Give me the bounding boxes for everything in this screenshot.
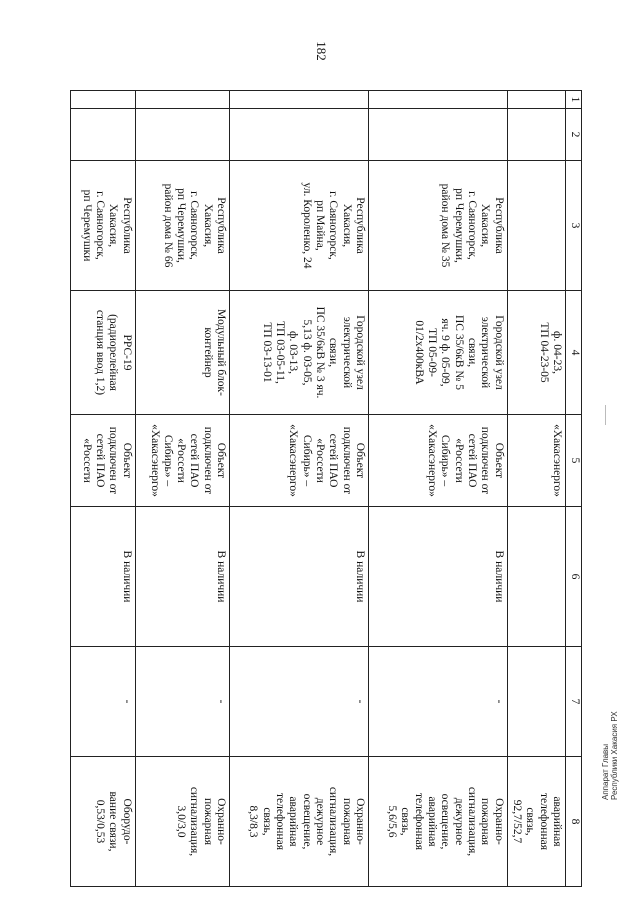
table-cell xyxy=(135,109,229,161)
rotated-table-wrapper xyxy=(70,90,582,886)
table-row xyxy=(135,91,229,887)
side-stamp-line: Аппарат Главы xyxy=(601,743,610,800)
header-cell: 6 xyxy=(566,507,582,647)
row-number-cell xyxy=(368,91,507,109)
row-number-cell xyxy=(135,91,229,109)
table-cell: аварийная телефонная связь, 92,7/52,7 xyxy=(507,757,565,887)
table-cell: «Хакасэнерго» xyxy=(507,415,565,507)
table-cell: - xyxy=(230,647,369,757)
availability-cell: В наличии xyxy=(368,507,507,647)
table-cell xyxy=(507,109,565,161)
load-cell: Охранно- пожарная сигнализация, дежурное освещение, аварийная телефонная связь, 8,3/8,3 xyxy=(230,757,369,887)
availability-cell: В наличии xyxy=(230,507,369,647)
availability-cell: В наличии xyxy=(71,507,136,647)
table-cell: - xyxy=(71,647,136,757)
header-cell: 4 xyxy=(566,291,582,415)
table-cell xyxy=(507,507,565,647)
row-number-cell xyxy=(230,91,369,109)
table-row-continuation xyxy=(507,91,565,887)
table-cell xyxy=(230,109,369,161)
load-cell: Охранно- пожарная сигнализация, дежурное освещение, аварийная телефонная связь, 5,6/5,6 xyxy=(368,757,507,887)
availability-cell: В наличии xyxy=(135,507,229,647)
table-cell: - xyxy=(368,647,507,757)
page-number: 182 xyxy=(313,41,329,61)
side-stamp-text xyxy=(602,711,620,800)
table-cell xyxy=(368,109,507,161)
power-source-cell: Объект подключен от сетей ПАО «Россети xyxy=(71,415,136,507)
load-cell: Охранно- пожарная сигнализация, 3,0/3,0 xyxy=(135,757,229,887)
data-table xyxy=(70,90,582,887)
object-cell: Модульный блок- контейнер xyxy=(135,291,229,415)
table-row xyxy=(230,91,369,887)
power-source-cell: Объект подключен от сетей ПАО «Россети Сибирь» – «Хакасэнерго» xyxy=(230,415,369,507)
header-cell: 8 xyxy=(566,757,582,887)
address-cell: Республика Хакасия, г. Саяногорск, рп Черемушки, район дома № 35 xyxy=(368,161,507,291)
margin-mark xyxy=(605,405,606,425)
object-cell: Городской узел электрической связи, ПС 35/6кВ № 5 яч. 9 ф. 05-09, ТП 05-09- 01/2х400кВА xyxy=(368,291,507,415)
load-cell: Оборудо- вание связи, 0,53/0,53 xyxy=(71,757,136,887)
header-cell: 5 xyxy=(566,415,582,507)
row-number-cell xyxy=(71,91,136,109)
table-row xyxy=(71,91,136,887)
object-cell: Городской узел электрической связи, ПС 35/6кВ № 3 яч. 5,13 ф. 03-05, ф. 03-13, ТП 03-05-11, ТП 03-13-01 xyxy=(230,291,369,415)
header-cell: 1 xyxy=(566,91,582,109)
power-source-cell: Объект подключен от сетей ПАО «Россети Сибирь» – «Хакасэнерго» xyxy=(135,415,229,507)
address-cell: Республика Хакасия, г. Саяногорск, рп Черемушки, район дома № 66 xyxy=(135,161,229,291)
object-cell: РРС-19 (радиорелейная станция ввод 1,2) xyxy=(71,291,136,415)
table-cell xyxy=(507,647,565,757)
address-cell: Республика Хакасия, г. Саяногорск, рп Майна, ул. Короленко, 24 xyxy=(230,161,369,291)
table-cell: ф. 04-23, ТП 04-23-05 xyxy=(507,291,565,415)
table-cell xyxy=(507,161,565,291)
header-cell: 2 xyxy=(566,109,582,161)
side-stamp-line: Республики Хакасия РХ xyxy=(609,711,619,800)
table-row xyxy=(368,91,507,887)
table-cell: - xyxy=(135,647,229,757)
header-cell: 3 xyxy=(566,161,582,291)
table-header-row xyxy=(566,91,582,887)
table-cell xyxy=(71,109,136,161)
header-cell: 7 xyxy=(566,647,582,757)
address-cell: Республика Хакасия, г. Саяногорск, рп Черемушки xyxy=(71,161,136,291)
table-cell xyxy=(507,91,565,109)
power-source-cell: Объект подключен от сетей ПАО «Россети Сибирь» – «Хакасэнерго» xyxy=(368,415,507,507)
